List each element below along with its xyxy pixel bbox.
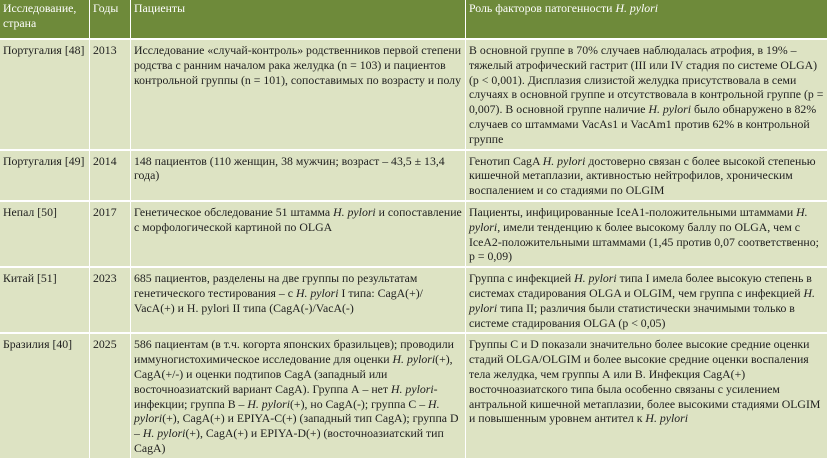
text-segment: Пациенты, инфицированные IceA1-положительными штаммами — [469, 205, 796, 219]
text-segment: типа II; различия были статистически значимыми только в системе стадирования OLGA (p < 0,05) — [469, 301, 795, 330]
table-row — [0, 150, 827, 201]
text-segment: Группа с инфекцией — [469, 271, 574, 285]
text-segment: 685 пациентов, разделены на две группы по результатам генетического тестирования – с — [134, 271, 417, 300]
year-cell: 2013 — [90, 39, 131, 150]
text-segment: -инфекции; группа В – — [134, 382, 438, 411]
species-name: H. pylori — [247, 397, 290, 411]
text-segment: и сопоставление с морфологической картиной по OLGA — [134, 205, 462, 234]
study-cell: Китай [51] — [0, 267, 90, 333]
species-name: H. pylori — [393, 352, 436, 366]
text-segment: (+), CagA(+) и EPIYA-C(+) (западный тип CagA); группа D – — [134, 411, 458, 440]
year-cell: 2025 — [90, 333, 131, 457]
header-years: Годы — [90, 0, 131, 39]
table-row — [0, 333, 827, 457]
header-role-italic: H. pylori — [615, 1, 658, 15]
species-name: H. pylori — [648, 102, 691, 116]
species-name: H. pylori — [333, 205, 376, 219]
species-name: H. pylori — [296, 286, 339, 300]
header-role — [466, 0, 827, 39]
year-cell: 2017 — [90, 201, 131, 267]
text-segment: 586 пациентам (в т.ч. когорта японских бразильцев); проводили иммуногистохимическое исследование для оценки — [134, 337, 454, 366]
patients-cell — [131, 201, 466, 267]
header-role-text: Роль факторов патогенности — [469, 1, 615, 15]
species-name: H. pylori — [543, 154, 586, 168]
study-cell: Бразилия [40] — [0, 333, 90, 457]
role-cell — [466, 201, 827, 267]
text-segment: было обнаружено в 82% случаев со штаммами VacAs1 и VacAm1 против 62% в контрольной группе — [469, 102, 816, 146]
role-cell — [466, 39, 827, 150]
patients-cell — [131, 150, 466, 201]
header-row — [0, 0, 827, 39]
species-name: H. pylori — [469, 286, 815, 315]
text-segment: 148 пациентов (110 женщин, 38 мужчин; возраст – 43,5 ± 13,4 года) — [134, 154, 445, 183]
text-segment: Генотип CagA — [469, 154, 543, 168]
species-name: H. pylori — [134, 397, 440, 426]
study-cell: Непал [50] — [0, 201, 90, 267]
role-cell — [466, 333, 827, 457]
text-segment: , имели тенденцию к более высокому баллу по OLGA, чем с IceA2-положительными штаммами (1,45 против 0,07 соответственно; p = 0,09) — [469, 220, 819, 264]
text-segment: (+), CagA(+) и EPIYA-D(+) (восточноазиатский тип CagA) — [134, 426, 444, 455]
text-segment: В основной группе в 70% случаев наблюдалась атрофия, в 19% – тяжелый атрофический гастрит (III или IV стадия по системе OLGA) (p < 0,001). Дисплазия слизистой желудка присутствовала в семи случаях в основной группе и отсутствовала в контрольной группе (p = 0,007). В основной группе наличие — [469, 43, 823, 116]
text-segment: достоверно связан с более высокой степенью кишечной метаплазии, активностью нейтрофилов, хроническим воспалением и со стадиями по OLGIM — [469, 154, 816, 198]
text-segment: (+), но CagA(-); группа С – — [290, 397, 428, 411]
text-segment: I типа: CagA(+)/ VacA(+) и H. pylori II типа (CagA(-)/VacA(-) — [134, 286, 423, 315]
species-name: H. pylori — [391, 382, 434, 396]
species-name: H. pylori — [143, 426, 186, 440]
table-row — [0, 39, 827, 150]
text-segment: Генетическое обследование 51 штамма — [134, 205, 333, 219]
species-name: H. pylori — [469, 205, 808, 234]
text-segment: Группы С и D показали значительно более высокие средние оценки стадий OLGA/OLGIM и более высокие средние оценки воспаления тела желудка, чем группы А или В. Инфекция CagA(+) восточноазиатского типа была особенно связаны с усилением антральной кишечной метаплазии, более высокими стадиями OLGIM и повышенным уровнем антител к — [469, 337, 820, 425]
year-cell: 2014 — [90, 150, 131, 201]
year-cell: 2023 — [90, 267, 131, 333]
text-segment: (+), CagA(+/-) и оценки подтипов CagA (западный или восточноазиатский вариант CagA). Группа А – нет — [134, 352, 453, 396]
role-cell — [466, 267, 827, 333]
text-segment: типа I имела более высокую степень в системах стадирования OLGA и OLGIM, чем группа с инфекцией — [469, 271, 812, 300]
table-row — [0, 201, 827, 267]
text-segment: Исследование «случай-контроль» родственников первой степени родства с ранним началом рака желудка (n = 103) и пациентов контрольной группы (n = 101), сопоставимых по возрасту и полу — [134, 43, 461, 87]
role-cell — [466, 150, 827, 201]
patients-cell — [131, 267, 466, 333]
header-patients: Пациенты — [131, 0, 466, 39]
table-row — [0, 267, 827, 333]
species-name: H. pylori — [574, 271, 617, 285]
study-cell: Португалия [49] — [0, 150, 90, 201]
patients-cell — [131, 333, 466, 457]
patients-cell — [131, 39, 466, 150]
species-name: H. pylori — [645, 411, 688, 425]
header-study: Исследование, страна — [0, 0, 90, 39]
study-cell: Португалия [48] — [0, 39, 90, 150]
